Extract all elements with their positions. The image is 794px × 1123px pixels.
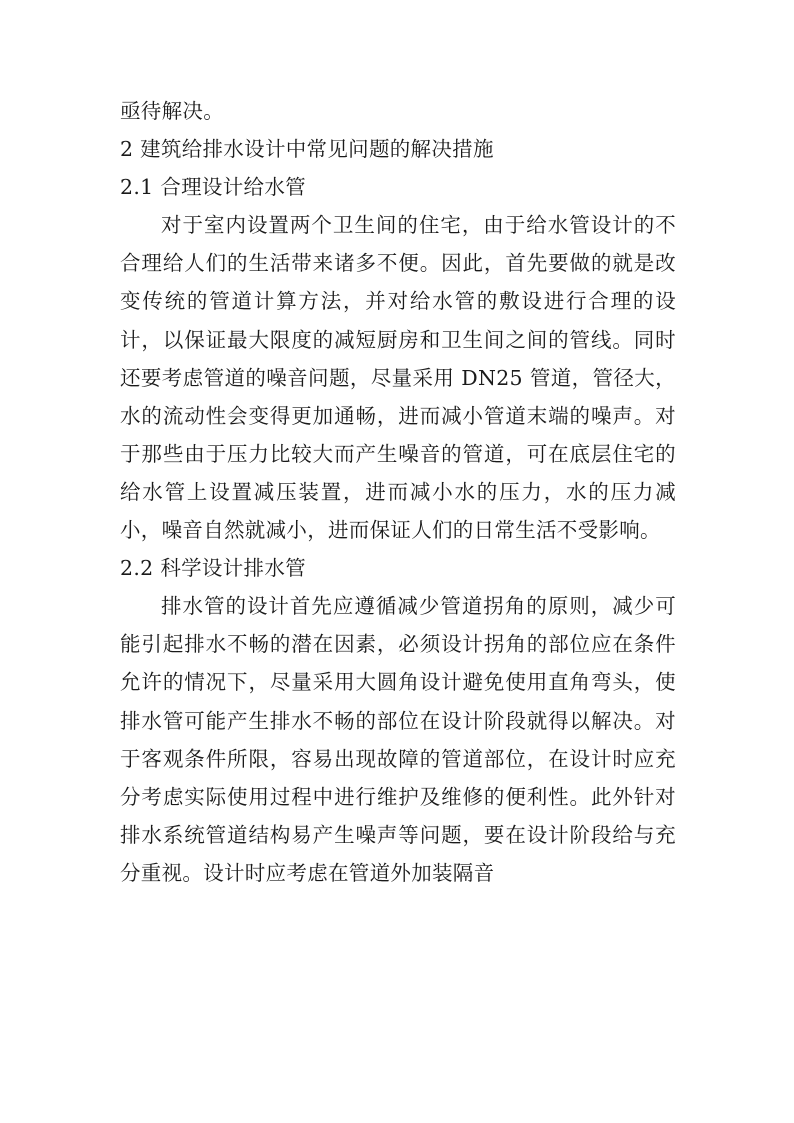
subsection-heading-drainage: 2.2 科学设计排水管 (120, 556, 306, 581)
section-heading: 2 建筑给排水设计中常见问题的解决措施 (120, 137, 494, 162)
paragraph-continuation: 亟待解决。 (120, 99, 224, 123)
document-body (120, 92, 676, 892)
paragraph-water-supply: 对于室内设置两个卫生间的住宅，由于给水管设计的不合理给人们的生活带来诸多不便。因此，首先要做的就是改变传统的管道计算方法，并对给水管的敷设进行合理的设计，以保证最大限度的减短厨房和卫生间之间的管线。同时还要考虑管道的噪音问题，尽量采用 DN25 管道，管径大，水的流动性会变得更加通畅，进而减小管道末端的噪声。对于那些由于压力比较大而产生噪音的管道，可在底层住宅的给水管上设置减压装置，进而减小水的压力，水的压力减小，噪音自然就减小，进而保证人们的日常生活不受影响。 (120, 213, 676, 543)
paragraph-drainage: 排水管的设计首先应遵循减少管道拐角的原则，减少可能引起排水不畅的潜在因素，必须设计拐角的部位应在条件允许的情况下，尽量采用大圆角设计避免使用直角弯头，使排水管可能产生排水不畅的部位在设计阶段就得以解决。对于客观条件所限，容易出现故障的管道部位，在设计时应充分考虑实际使用过程中进行维护及维修的便利性。此外针对排水系统管道结构易产生噪声等问题，要在设计阶段给与充分重视。设计时应考虑在管道外加装隔音 (120, 594, 676, 885)
subsection-heading-water-supply: 2.1 合理设计给水管 (120, 175, 306, 200)
